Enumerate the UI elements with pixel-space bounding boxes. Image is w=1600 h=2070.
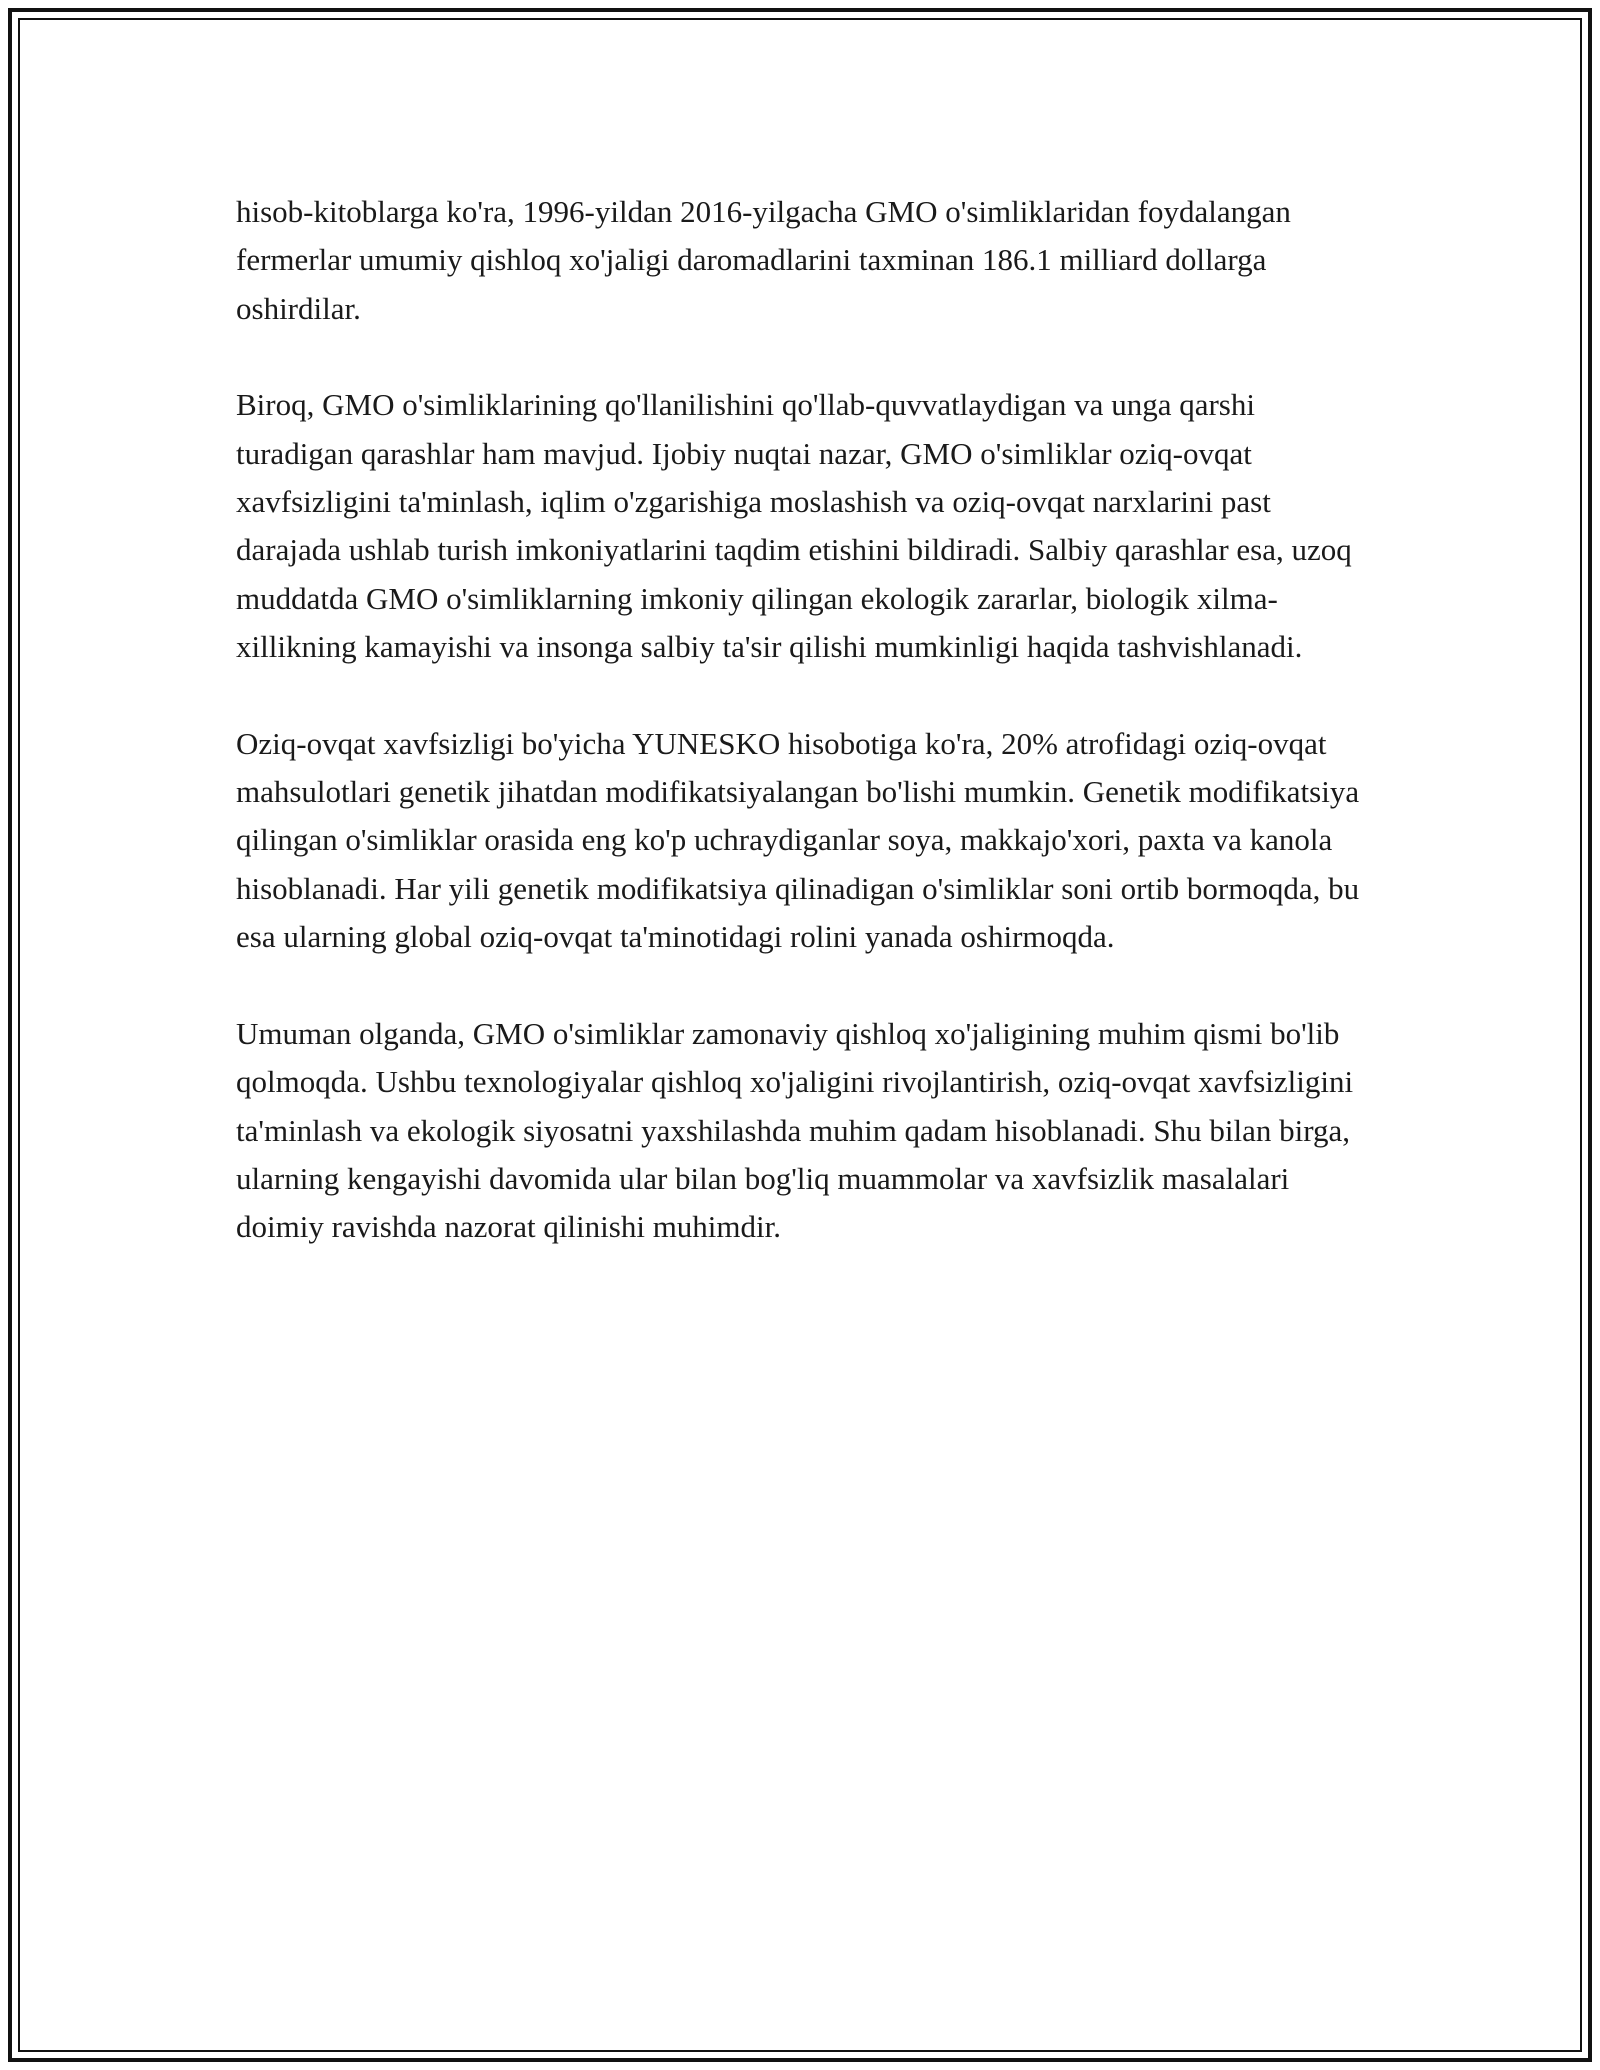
- document-body: [236, 188, 1376, 1252]
- paragraph-unesco-report: Oziq-ovqat xavfsizligi bo'yicha YUNESKO hisobotiga ko'ra, 20% atrofidagi oziq-ovqat mahsulotlari genetik jihatdan modifikatsiyalangan bo'lishi mumkin. Genetik modifikatsiya qilingan o'simliklar orasida eng ko'p uchraydiganlar soya, makkajo'xori, paxta va kanola hisoblanadi. Har yili genetik modifikatsiya qilinadigan o'simliklar soni ortib bormoqda, bu esa ularning global oziq-ovqat ta'minotidagi rolini yanada oshirmoqda.: [236, 725, 1360, 955]
- paragraph-conclusion: Umuman olganda, GMO o'simliklar zamonaviy qishloq xo'jaligining muhim qismi bo'lib qolmoqda. Ushbu texnologiyalar qishloq xo'jaligini rivojlantirish, oziq-ovqat xavfsizligini ta'minlash va ekologik siyosatni yaxshilashda muhim qadam hisoblanadi. Shu bilan birga, ularning kengayishi davomida ular bilan bog'liq muammolar va xavfsizlik masalalari doimiy ravishda nazorat qilinishi muhimdir.: [236, 1015, 1354, 1245]
- paragraph-views: Biroq, GMO o'simliklarining qo'llanilishini qo'llab-quvvatlaydigan va unga qarshi turadigan qarashlar ham mavjud. Ijobiy nuqtai nazar, GMO o'simliklar oziq-ovqat xavfsizligini ta'minlash, iqlim o'zgarishiga moslashish va oziq-ovqat narxlarini past darajada ushlab turish imkoniyatlarini taqdim etishini bildiradi. Salbiy qarashlar esa, uzoq muddatda GMO o'simliklarning imkoniy qilingan ekologik zararlar, biologik xilma-xillikning kamayishi va insonga salbiy ta'sir qilishi mumkinligi haqida tashvishlanadi.: [236, 387, 1352, 665]
- paragraph-income: hisob-kitoblarga ko'ra, 1996-yildan 2016-yilgacha GMO o'simliklaridan foydalangan fermerlar umumiy qishloq xo'jaligi daromadlarini taxminan 186.1 milliard dollarga oshirdilar.: [236, 194, 1291, 326]
